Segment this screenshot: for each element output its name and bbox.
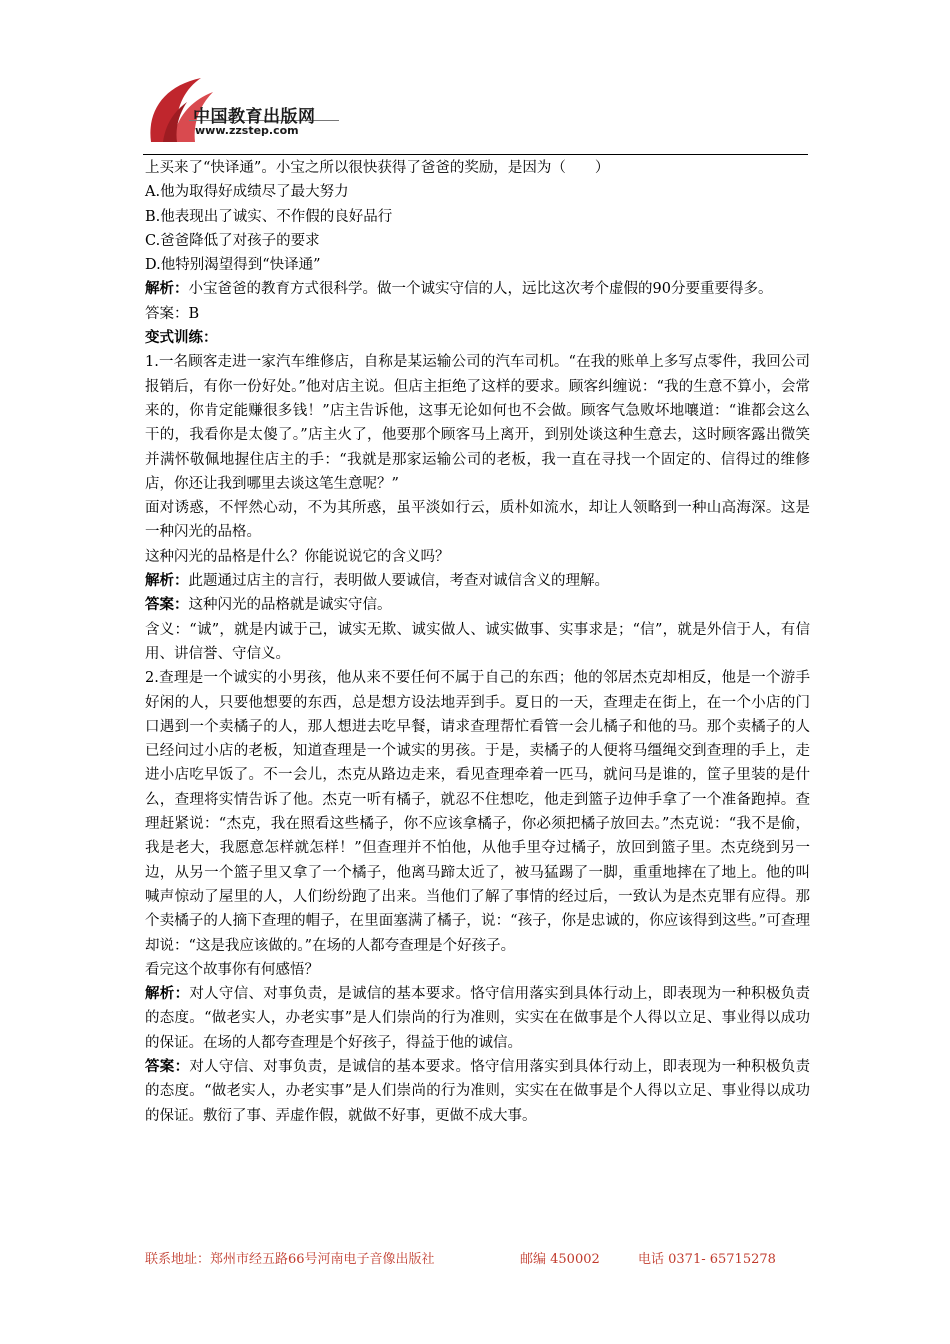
analysis-label: 解析：: [145, 572, 189, 590]
header-rule: [143, 154, 808, 155]
option-a: A.他为取得好成绩尽了最大努力: [145, 184, 349, 201]
comment-1: 面对诱惑，不怦然心动，不为其所惑，虽平淡如行云，质朴如流水，却让人领略到一种山高海深。这是一种闪光的品格。: [145, 500, 810, 541]
logo-name: 中国教育出版网: [193, 107, 316, 127]
analysis-1: [145, 277, 810, 301]
story-1: 1.一名顾客走进一家汽车维修店，自称是某运输公司的汽车司机。“在我的账单上多写点零件，我回公司报销后，有你一份好处。”他对店主说。但店主拒绝了这样的要求。顾客纠缠说：“我的生意不算小，会常来的，你肯定能赚很多钱！”店主告诉他，这事无论如何也不会做。顾客气急败坏地嚷道：“谁都会这么干的，我看你是太傻了。”店主火了，他要那个顾客马上离开，到别处谈这种生意去，这时顾客露出微笑并满怀敬佩地握住店主的手：“我就是那家运输公司的老板，我一直在寻找一个固定的、信得过的维修店，你还让我到哪里去谈这笔生意呢？”: [145, 354, 810, 492]
option-d: D.他特别渴望得到“快译通”: [145, 257, 321, 274]
document-body: [145, 156, 810, 1128]
answer-2: [145, 593, 810, 617]
analysis-text: 对人守信、对事负责，是诚信的基本要求。恪守信用落实到具体行动上，即表现为一种积极负责的态度。“做老实人，办老实事”是人们崇尚的行为准则，实实在在做事是个人得以立足、事业得以成功的保证。在场的人都夸查理是个好孩子，得益于他的诚信。: [145, 986, 811, 1051]
meaning-1: 含义：“诚”，就是内诚于己，诚实无欺、诚实做人、诚实做事、实事求是；“信”，就是外信于人，有信用、讲信誉、守信义。: [145, 621, 810, 662]
option-b: B.他表现出了诚实、不作假的良好品行: [145, 208, 393, 225]
page-footer: [145, 1248, 810, 1267]
analysis-text: 小宝爸爸的教育方式很科学。做一个诚实守信的人，远比这次考个虚假的90分要重要得多。: [188, 281, 773, 298]
answer-3: [145, 1055, 810, 1128]
page-header: [143, 72, 808, 156]
analysis-label: 解析：: [145, 985, 190, 1003]
footer-address: 联系地址：郑州市经五路66号河南电子音像出版社: [145, 1252, 435, 1267]
answer-text: 对人守信、对事负责，是诚信的基本要求。恪守信用落实到具体行动上，即表现为一种积极负责的态度。“做老实人，办老实事”是人们崇尚的行为准则，实实在在做事是个人得以立足、事业得以成功的保证。敷衍了事、弄虚作假，就做不好事，更做不成大事。: [145, 1058, 811, 1124]
story-2: 2.查理是一个诚实的小男孩，他从来不要任何不属于自己的东西；他的邻居杰克却相反，他是一个游手好闲的人，只要他想要的东西，总是想方设法地弄到手。夏日的一天，查理走在街上，在一个小店的门口遇到一个卖橘子的人，那人想进去吃早餐，请求查理帮忙看管一会儿橘子和他的马。那个卖橘子的人已经问过小店的老板，知道查理是一个诚实的男孩。于是，卖橘子的人便将马缰绳交到查理的手上，走进小店吃早饭了。不一会儿，杰克从路边走来，看见查理牵着一匹马，就问马是谁的，筐子里装的是什么，查理将实情告诉了他。杰克一听有橘子，就忍不住想吃，他走到篮子边伸手拿了一个准备跑掉。查理赶紧说：“杰克，我在照看这些橘子，你不应该拿橘子，你必须把橘子放回去。”杰克说：“我不是偷，我是老大，我愿意怎样就怎样！”但查理并不怕他，从他手里夺过橘子，放回到篮子里。杰克绕到另一边，从另一个篮子里又拿了一个橘子，他离马蹄太近了，被马猛踢了一脚，重重地摔在了地上。他的叫喊声惊动了屋里的人，人们纷纷跑了出来。当他们了解了事情的经过后，一致认为是杰克罪有应得。那个卖橘子的人摘下查理的帽子，在里面塞满了橘子，说：“孩子，你是忠诚的，你应该得到这些。”可查理却说：“这是我应该做的。”在场的人都夸查理是个好孩子。: [145, 670, 810, 954]
analysis-label: 解析：: [145, 280, 189, 298]
logo-url: www.zzstep.com: [195, 124, 299, 137]
answer-label: 答案：: [145, 596, 189, 614]
question-1: 这种闪光的品格是什么？你能说说它的含义吗？: [145, 548, 450, 565]
analysis-text: 此题通过店主的言行，表明做人要诚信，考查对诚信含义的理解。: [188, 573, 609, 590]
analysis-2: [145, 569, 810, 593]
footer-phone: 电话 0371- 65715278: [638, 1252, 776, 1267]
publisher-logo: [143, 72, 343, 144]
analysis-3: [145, 982, 810, 1055]
question-tail: 上买来了“快译通”。小宝之所以很快获得了爸爸的奖励，是因为（ ）: [145, 160, 610, 176]
option-c: C.爸爸降低了对孩子的要求: [145, 232, 320, 249]
answer-1: 答案：B: [145, 305, 200, 322]
answer-text: 这种闪光的品格就是诚实守信。: [188, 597, 392, 614]
footer-postcode: 邮编 450002: [520, 1252, 600, 1267]
variant-heading: 变式训练：: [145, 329, 218, 347]
question-2: 看完这个故事你有何感悟？: [145, 961, 319, 978]
answer-label: 答案：: [145, 1057, 190, 1075]
